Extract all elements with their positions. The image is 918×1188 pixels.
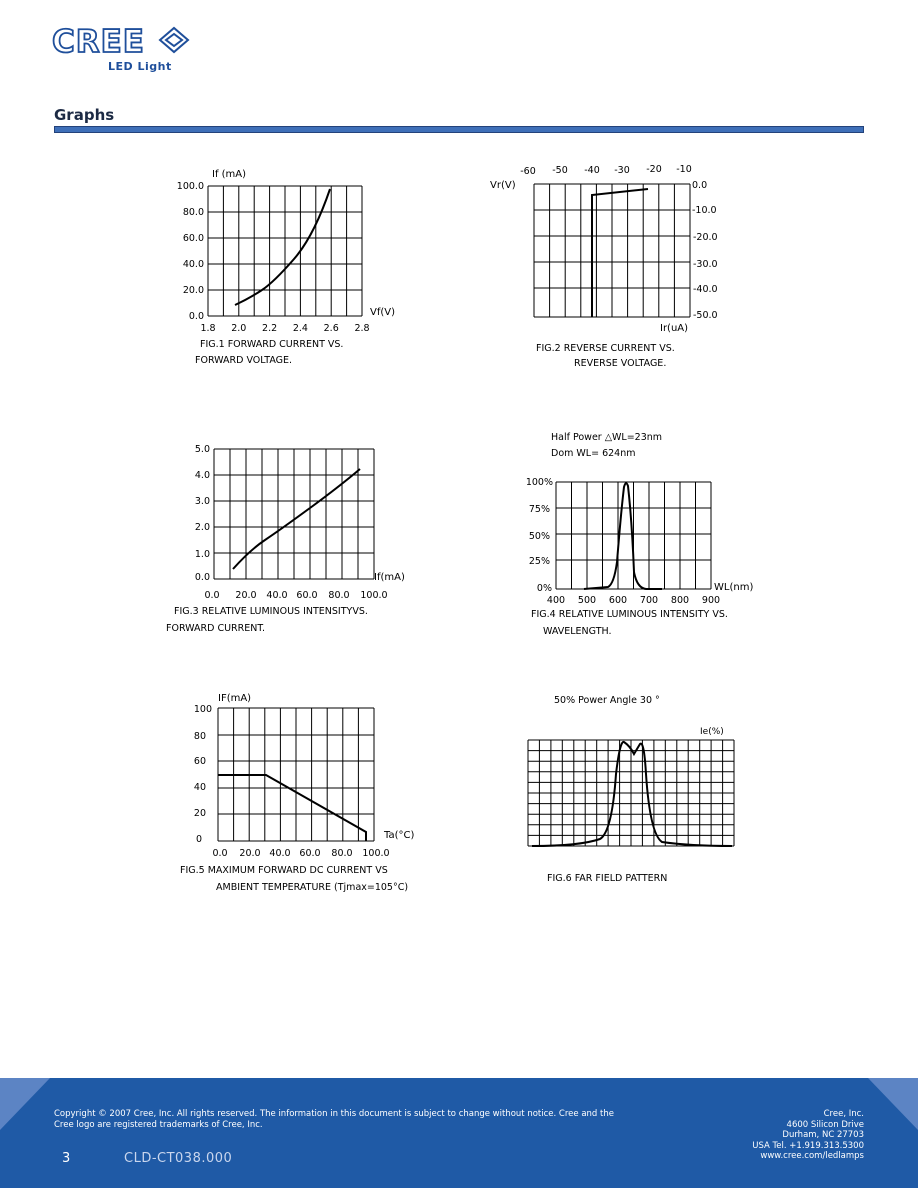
fig5-curve xyxy=(218,775,366,841)
address-line: Durham, NC 27703 xyxy=(782,1130,864,1140)
fig1-ylabel: If (mA) xyxy=(212,169,247,180)
fig2-chart xyxy=(488,160,728,335)
fig4-xtick: 500 xyxy=(577,595,597,606)
fig1-xlabel: Vf(V) xyxy=(370,307,396,318)
fig5-chart xyxy=(188,690,428,862)
fig3-xtick: 100.0 xyxy=(360,590,388,601)
fig4-ytick: 75% xyxy=(528,504,550,515)
page-number: 3 xyxy=(62,1151,71,1166)
fig5-ytick: 0 xyxy=(195,834,202,845)
fig5-xtick: 80.0 xyxy=(331,848,353,859)
fig6-ylabel: Ie(%) xyxy=(700,727,724,737)
fig5-ytick: 100 xyxy=(193,704,212,715)
fig4-chart xyxy=(520,472,760,612)
fig3-curve xyxy=(233,469,360,569)
fig1-ytick: 0.0 xyxy=(188,311,204,322)
copyright-line: Cree logo are registered trademarks of Cree, Inc. xyxy=(54,1120,263,1130)
fig1-ytick: 40.0 xyxy=(182,259,204,270)
diamond-icon xyxy=(160,28,188,52)
cree-logo xyxy=(52,24,192,58)
fig3-xtick: 60.0 xyxy=(296,590,318,601)
fig3-caption: FORWARD CURRENT. xyxy=(166,623,266,634)
fig1-xtick: 1.8 xyxy=(200,323,216,334)
fig5-ytick: 20 xyxy=(193,808,206,819)
logo-subtitle: LED Light xyxy=(108,60,172,73)
fig3-ytick: 4.0 xyxy=(194,470,210,481)
fig2-curve xyxy=(592,189,648,317)
fig2-rtick: -50.0 xyxy=(693,310,718,321)
fig4-xlabel: WL(nm) xyxy=(714,582,754,593)
fig1-xtick: 2.0 xyxy=(231,323,247,334)
fig4-caption: WAVELENGTH. xyxy=(543,626,612,637)
fig2-topt: -40 xyxy=(584,165,600,176)
fig2-caption: REVERSE VOLTAGE. xyxy=(574,358,667,369)
fig3-ytick: 2.0 xyxy=(194,522,210,533)
fig6-grid xyxy=(528,740,734,846)
fig4-xtick: 600 xyxy=(608,595,628,606)
fig4-note: Dom WL= 624nm xyxy=(551,448,636,459)
fig2-rtick: -20.0 xyxy=(693,232,718,243)
fig3-ytick: 0.0 xyxy=(194,572,210,583)
fig3-caption: FIG.3 RELATIVE LUMINOUS INTENSITYVS. xyxy=(174,606,368,617)
fig1-ytick: 20.0 xyxy=(182,285,204,296)
fig4-ytick: 100% xyxy=(525,477,553,488)
fig2-topt: -50 xyxy=(552,165,568,176)
fig6-chart xyxy=(520,724,750,864)
fig4-xtick: 800 xyxy=(670,595,690,606)
fig2-caption: FIG.2 REVERSE CURRENT VS. xyxy=(536,343,675,354)
fig2-rtick: -40.0 xyxy=(693,284,718,295)
fig4-xtick: 700 xyxy=(639,595,659,606)
fig2-grid xyxy=(534,184,690,317)
fig1-caption: FIG.1 FORWARD CURRENT VS. xyxy=(200,339,344,350)
fig1-ytick: 100.0 xyxy=(176,181,204,192)
svg-text:CREE: CREE xyxy=(52,24,145,58)
section-title: Graphs xyxy=(54,106,115,124)
fig5-ytick: 60 xyxy=(193,756,206,767)
fig4-xtick: 900 xyxy=(701,595,721,606)
fig5-ylabel: IF(mA) xyxy=(218,693,252,704)
address-line: USA Tel. +1.919.313.5300 xyxy=(752,1140,864,1151)
fig1-xtick: 2.6 xyxy=(323,323,339,334)
fig2-rtick: -10.0 xyxy=(692,205,717,216)
fig3-xtick: 20.0 xyxy=(235,590,257,601)
copyright-line: Copyright © 2007 Cree, Inc. All rights reserved. The information in this document is subject to change without notice. Cree and the xyxy=(54,1109,614,1119)
address-line: 4600 Silicon Drive xyxy=(786,1119,864,1130)
fig3-xlabel: If(mA) xyxy=(374,572,405,583)
footer-left-corner xyxy=(0,1078,50,1138)
fig3-xtick: 40.0 xyxy=(266,590,288,601)
fig3-ytick: 1.0 xyxy=(194,549,210,560)
fig4-ytick: 50% xyxy=(528,531,550,542)
fig1-ytick: 60.0 xyxy=(182,233,204,244)
fig2-ylabel: Vr(V) xyxy=(490,180,516,191)
fig1-xtick: 2.4 xyxy=(292,323,308,334)
title-rule xyxy=(54,126,864,133)
fig3-grid xyxy=(214,449,374,579)
fig3-ytick: 5.0 xyxy=(194,444,210,455)
fig1-ytick: 80.0 xyxy=(182,207,204,218)
fig2-xlabel: Ir(uA) xyxy=(660,323,689,334)
fig5-xtick: 0.0 xyxy=(212,848,228,859)
fig4-ytick: 0% xyxy=(536,583,552,594)
fig1-grid xyxy=(208,186,362,316)
fig4-caption: FIG.4 RELATIVE LUMINOUS INTENSITY VS. xyxy=(531,609,728,620)
fig1-chart xyxy=(176,165,410,334)
fig4-curve xyxy=(584,483,662,589)
footer-address xyxy=(752,1109,864,1162)
fig5-xtick: 20.0 xyxy=(239,848,261,859)
fig3-xtick: 0.0 xyxy=(204,590,220,601)
fig3-chart xyxy=(190,440,415,605)
fig5-xlabel: Ta(°C) xyxy=(384,830,415,841)
fig5-xtick: 100.0 xyxy=(362,848,390,859)
fig4-note: Half Power △WL=23nm xyxy=(551,432,663,443)
fig1-xtick: 2.2 xyxy=(262,323,278,334)
footer-copyright xyxy=(54,1109,694,1131)
fig4-ytick: 25% xyxy=(528,556,550,567)
fig3-xtick: 80.0 xyxy=(328,590,350,601)
fig2-rtick: -30.0 xyxy=(693,259,718,270)
fig2-topt: -20 xyxy=(646,164,662,175)
fig2-rtick: 0.0 xyxy=(692,180,708,191)
fig5-ytick: 40 xyxy=(193,782,206,793)
footer-right-corner xyxy=(868,1078,918,1138)
fig5-ytick: 80 xyxy=(193,731,206,742)
fig2-topt: -10 xyxy=(676,164,692,175)
fig1-caption: FORWARD VOLTAGE. xyxy=(195,355,293,366)
fig2-topt: -30 xyxy=(614,165,630,176)
fig6-note: 50% Power Angle 30 ° xyxy=(554,695,660,706)
fig5-caption: FIG.5 MAXIMUM FORWARD DC CURRENT VS xyxy=(180,865,388,876)
fig4-xtick: 400 xyxy=(546,595,566,606)
fig6-caption: FIG.6 FAR FIELD PATTERN xyxy=(547,873,668,884)
fig2-topt: -60 xyxy=(520,166,536,177)
website-link[interactable]: www.cree.com/ledlamps xyxy=(760,1151,864,1161)
document-code: CLD-CT038.000 xyxy=(124,1151,233,1166)
fig3-ytick: 3.0 xyxy=(194,496,210,507)
fig5-xtick: 40.0 xyxy=(269,848,291,859)
fig1-xtick: 2.8 xyxy=(354,323,370,334)
fig5-xtick: 60.0 xyxy=(299,848,321,859)
address-line: Cree, Inc. xyxy=(823,1109,864,1119)
fig5-caption: AMBIENT TEMPERATURE (Tjmax=105°C) xyxy=(216,882,409,893)
